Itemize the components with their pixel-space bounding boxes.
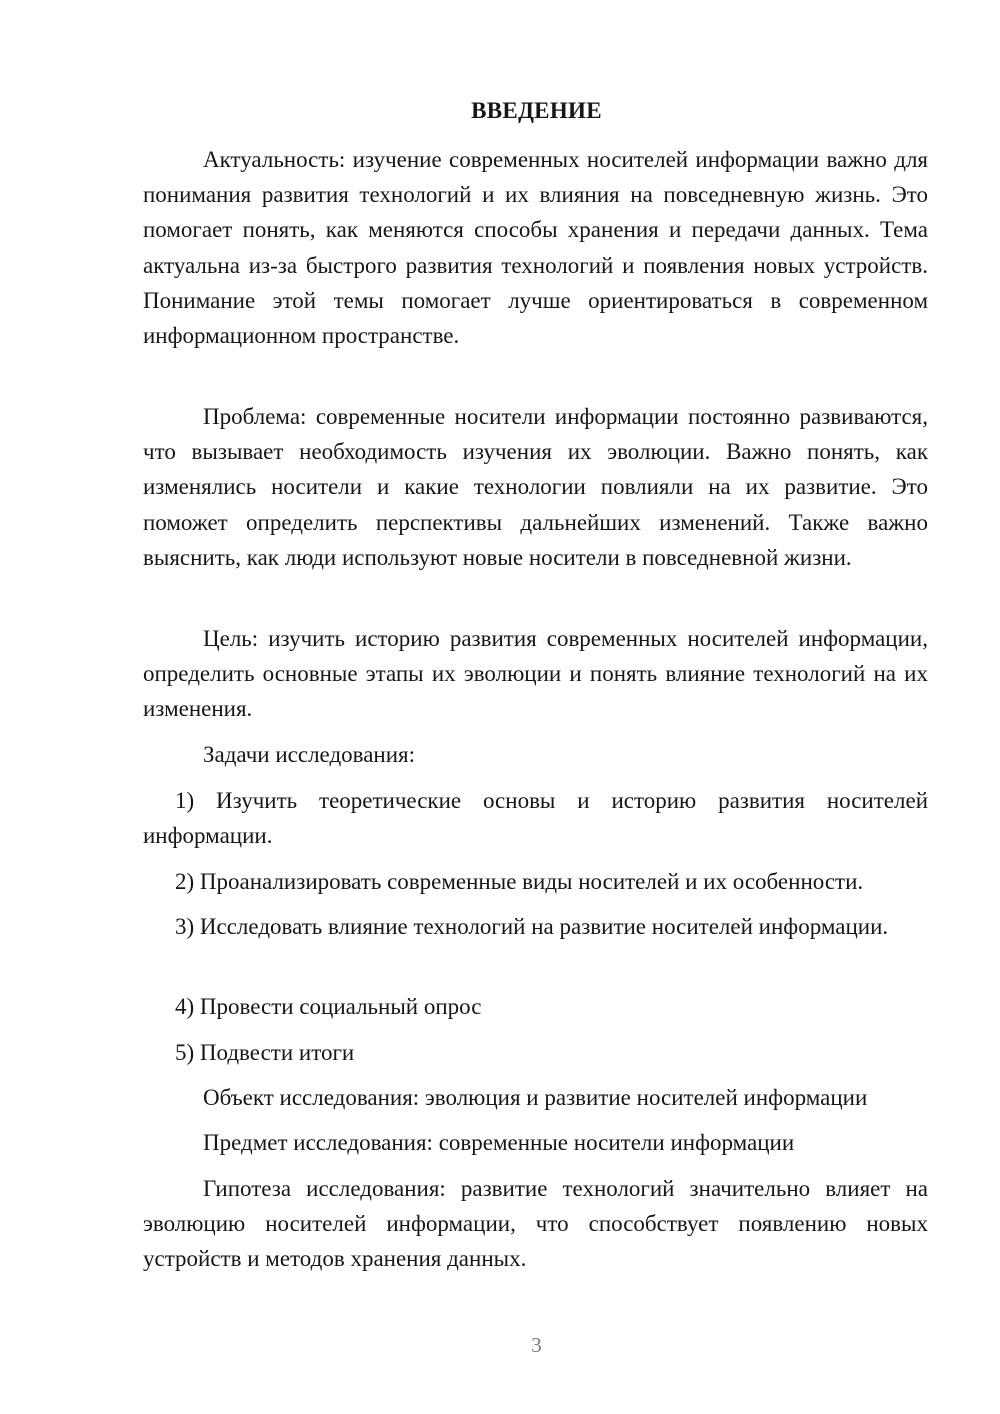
- task-item-2: 2) Проанализировать современные виды носителей и их особенности.: [175, 869, 864, 894]
- task-item-1: 1) Изучить теоретические основы и историю развития носителей информации.: [143, 788, 928, 849]
- problem-paragraph: Проблема: современные носители информации постоянно развиваются, что вызывает необходимость изучения их эволюции. Важно понять, как изменялись носители и какие технологии повлияли на их развитие. Это поможет определить перспективы дальнейших изменений. Также важно выяснить, как люди используют новые носители в повседневной жизни.: [143, 404, 928, 570]
- page-number: 3: [531, 1333, 542, 1357]
- tasks-heading: Задачи исследования:: [203, 742, 416, 767]
- task-item-5: 5) Подвести итоги: [175, 1040, 355, 1065]
- subject-paragraph: Предмет исследования: современные носители информации: [203, 1130, 795, 1155]
- goal-paragraph: Цель: изучить историю развития современных носителей информации, определить основные этапы их эволюции и понять влияние технологий на их изменения.: [143, 626, 928, 722]
- relevance-paragraph: Актуальность: изучение современных носителей информации важно для понимания развития технологий и их влияния на повседневную жизнь. Это помогает понять, как меняются способы хранения и передачи данных. Тема актуальна из-за быстрого развития технологий и появления новых устройств. Понимание этой темы помогает лучше ориентироваться в современном информационном пространстве.: [143, 147, 928, 349]
- page-title: ВВЕДЕНИЕ: [471, 98, 602, 123]
- hypothesis-paragraph: Гипотеза исследования: развитие технологий значительно влияет на эволюцию носителей информации, что способствует появлению новых устройств и методов хранения данных.: [143, 1176, 928, 1272]
- task-item-3: 3) Исследовать влияние технологий на развитие носителей информации.: [175, 914, 889, 939]
- task-item-4: 4) Провести социальный опрос: [175, 994, 482, 1019]
- object-paragraph: Объект исследования: эволюция и развитие носителей информации: [203, 1085, 868, 1110]
